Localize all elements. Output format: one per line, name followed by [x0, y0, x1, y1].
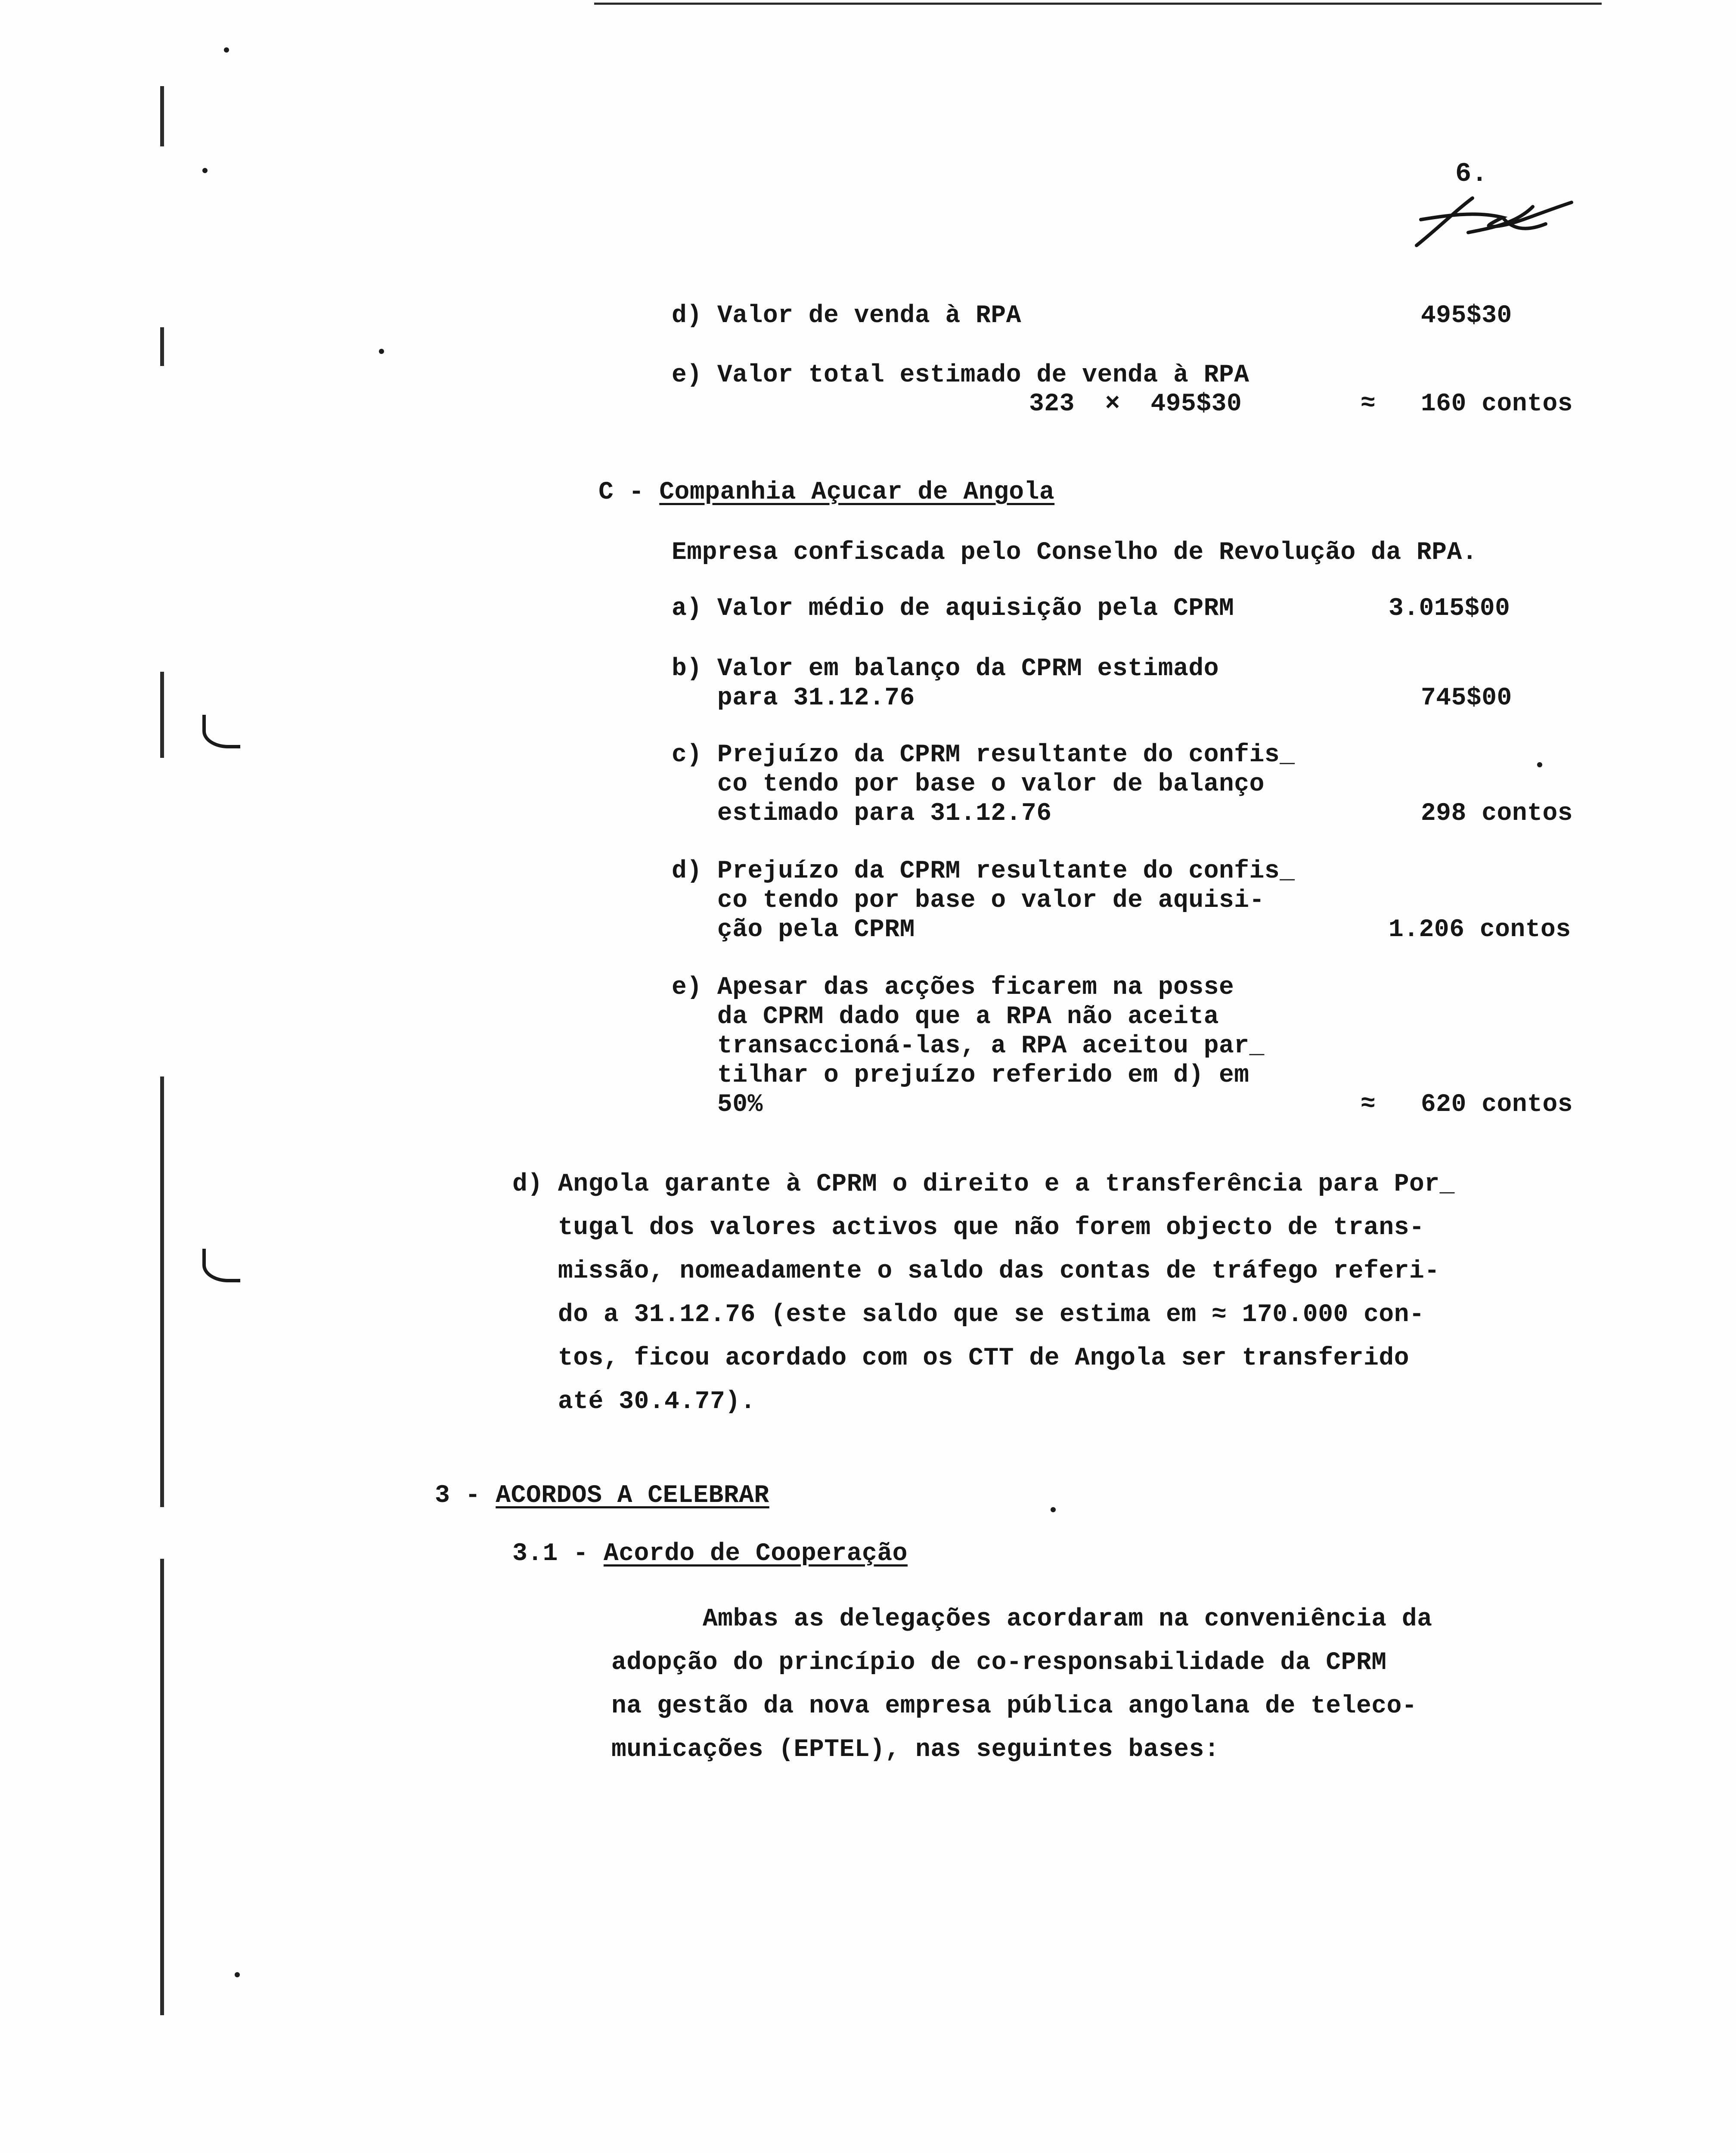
clause-d-line: do a 31.12.76 (este saldo que se estima em ≈ 170.000 con-: [512, 1301, 1425, 1329]
margin-check-mark: [202, 715, 240, 748]
item-d-line: ção pela CPRM: [672, 916, 915, 944]
item-d-value: 1.206 contos: [1389, 916, 1571, 944]
binding-mark: [160, 86, 164, 146]
cooperation-paragraph-line: Ambas as delegações acordaram na conveniência da: [611, 1605, 1432, 1633]
scan-speck: [202, 168, 208, 173]
item-a-line: a) Valor médio de aquisição pela CPRM: [672, 595, 1234, 623]
approx-sign: ≈: [1361, 390, 1376, 418]
binding-mark: [160, 327, 164, 366]
page-number: 6.: [1455, 158, 1488, 189]
section-c-title: Companhia Açucar de Angola: [659, 478, 1055, 506]
binding-mark: [160, 1076, 164, 1507]
cooperation-paragraph-line: municações (EPTEL), nas seguintes bases:: [611, 1736, 1220, 1764]
item-b-value: 745$00: [1421, 684, 1512, 712]
scan-speck: [1051, 1507, 1056, 1512]
item-c-line: co tendo por base o valor de balanço: [672, 770, 1265, 798]
handwritten-signature: [1404, 181, 1584, 258]
item-e-line: da CPRM dado que a RPA não aceita: [672, 1003, 1219, 1031]
section-c-intro: Empresa confiscada pelo Conselho de Revolução da RPA.: [672, 539, 1478, 567]
item-e-value: 620 contos: [1421, 1091, 1573, 1119]
item-d-line: d) Prejuízo da CPRM resultante do confis_: [672, 857, 1295, 885]
clause-d-line: tos, ficou acordado com os CTT de Angola ser transferido: [512, 1344, 1410, 1372]
clause-d-line: d) Angola garante à CPRM o direito e a transferência para Por_: [512, 1170, 1455, 1198]
total-sale-calculation: 323 × 495$30: [1029, 390, 1242, 418]
item-b-line: para 31.12.76: [672, 684, 915, 712]
sale-value-label: d) Valor de venda à RPA: [672, 302, 1022, 330]
item-b-line: b) Valor em balanço da CPRM estimado: [672, 655, 1219, 683]
scan-top-edge-line: [594, 3, 1602, 5]
item-a-value: 3.015$00: [1389, 595, 1510, 623]
section-3-number: 3 -: [435, 1482, 496, 1510]
sale-value-amount: 495$30: [1421, 302, 1512, 330]
subsection-3-1-heading: [512, 1539, 908, 1569]
total-sale-label: e) Valor total estimado de venda à RPA: [672, 361, 1249, 389]
cooperation-paragraph-line: adopção do princípio de co-responsabilidade da CPRM: [611, 1649, 1387, 1677]
section-3-heading: [435, 1481, 769, 1511]
subsection-3-1-number: 3.1 -: [512, 1540, 604, 1568]
clause-d-line: até 30.4.77).: [512, 1388, 756, 1416]
section-c-heading: [598, 478, 1054, 507]
approx-sign: ≈: [1361, 1090, 1376, 1118]
item-d-line: co tendo por base o valor de aquisi-: [672, 887, 1265, 915]
section-3-title: ACORDOS A CELEBRAR: [496, 1482, 769, 1510]
scan-speck: [379, 349, 384, 354]
scan-speck: [224, 47, 229, 53]
total-sale-amount: 160 contos: [1421, 390, 1573, 418]
clause-d-line: tugal dos valores activos que não forem objecto de trans-: [512, 1214, 1425, 1242]
scan-speck: [1537, 762, 1542, 767]
binding-mark: [160, 1559, 164, 2015]
item-c-line: estimado para 31.12.76: [672, 800, 1052, 828]
item-c-value: 298 contos: [1421, 800, 1573, 828]
section-c-prefix: C -: [598, 478, 660, 506]
binding-mark: [160, 672, 164, 758]
margin-check-mark: [202, 1249, 240, 1282]
scan-speck: [235, 1972, 240, 1977]
item-e-line: tilhar o prejuízo referido em d) em: [672, 1061, 1249, 1089]
clause-d-line: missão, nomeadamente o saldo das contas de tráfego referi-: [512, 1257, 1440, 1285]
item-e-line: 50%: [672, 1091, 763, 1119]
cooperation-paragraph-line: na gestão da nova empresa pública angolana de teleco-: [611, 1692, 1417, 1720]
item-c-line: c) Prejuízo da CPRM resultante do confis_: [672, 741, 1295, 769]
subsection-3-1-title: Acordo de Cooperação: [603, 1540, 908, 1568]
item-e-line: transaccioná-las, a RPA aceitou par_: [672, 1032, 1265, 1060]
item-e-line: e) Apesar das acções ficarem na posse: [672, 974, 1234, 1002]
